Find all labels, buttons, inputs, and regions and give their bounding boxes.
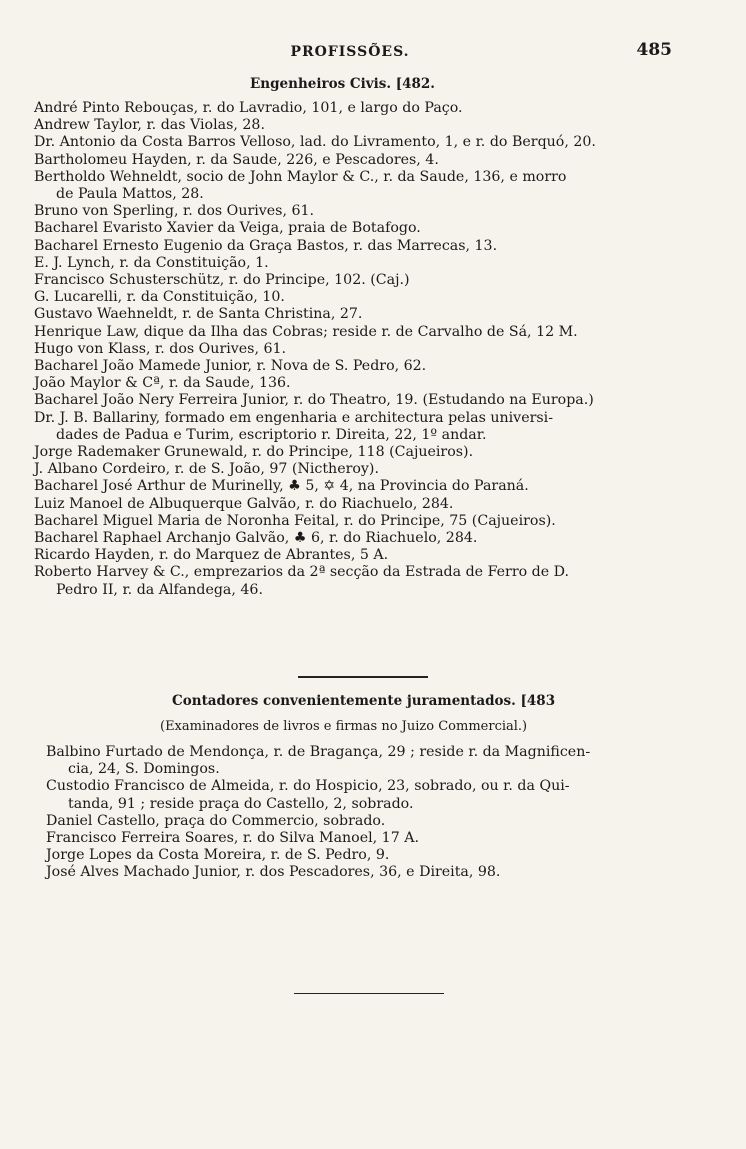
entry-line: Francisco Ferreira Soares, r. do Silva Manoel, 17 A. xyxy=(46,830,419,847)
list-item xyxy=(34,478,674,495)
entry-line: Dr. Antonio da Costa Barros Velloso, lad. do Livramento, 1, e r. do Berquó, 20. xyxy=(34,134,596,151)
entry-line: Balbino Furtado de Mendonça, r. de Bragança, 29 ; reside r. da Magnificen- xyxy=(46,744,591,760)
list-item xyxy=(34,461,674,478)
entry-line: Bartholomeu Hayden, r. da Saude, 226, e Pescadores, 4. xyxy=(34,151,439,168)
list-item xyxy=(34,100,674,117)
entry-line: Ricardo Hayden, r. do Marquez de Abrantes, 5 A. xyxy=(34,547,389,564)
list-item xyxy=(34,513,674,530)
list-item xyxy=(34,238,674,255)
list-item xyxy=(34,203,674,220)
list-item xyxy=(34,496,674,513)
list-item xyxy=(34,255,674,272)
entry-line: Bacharel João Nery Ferreira Junior, r. do Theatro, 19. (Estudando na Europa.) xyxy=(34,392,594,409)
entry-line: Bruno von Sperling, r. dos Ourives, 61. xyxy=(34,203,315,220)
list-item xyxy=(34,169,674,203)
section-title-contadores: Contadores convenientemente juramentados. [483 xyxy=(172,693,556,709)
entry-line: Gustavo Waehneldt, r. de Santa Christina, 27. xyxy=(34,306,363,323)
list-item xyxy=(34,564,674,598)
list-item xyxy=(34,341,674,358)
entry-line: Luiz Manoel de Albuquerque Galvão, r. do Riachuelo, 284. xyxy=(34,495,454,512)
list-item xyxy=(34,547,674,564)
entry-line: G. Lucarelli, r. da Constituição, 10. xyxy=(34,289,285,306)
list-item xyxy=(34,530,674,547)
list-item xyxy=(46,864,686,881)
entry-continuation: dades de Padua e Turim, escriptorio r. Direita, 22, 1º andar. xyxy=(56,426,487,443)
list-item xyxy=(34,358,674,375)
entry-line: Bacharel José Arthur de Murinelly, ♣ 5, ✡ 4, na Provincia do Paraná. xyxy=(34,478,529,495)
section-subtitle: (Examinadores de livros e firmas no Juizo Commercial.) xyxy=(160,719,528,734)
entry-line: Bacharel Evaristo Xavier da Veiga, praia de Botafogo. xyxy=(34,220,421,237)
entry-line: J. Albano Cordeiro, r. de S. João, 97 (Nictheroy). xyxy=(34,461,379,478)
list-item xyxy=(34,272,674,289)
section-divider xyxy=(298,676,428,678)
list-item xyxy=(34,375,674,392)
entry-continuation: Pedro II, r. da Alfandega, 46. xyxy=(56,581,263,598)
list-item xyxy=(34,324,674,341)
list-item xyxy=(34,392,674,409)
entry-continuation: tanda, 91 ; reside praça do Castello, 2, sobrado. xyxy=(68,795,414,812)
list-item xyxy=(34,117,674,134)
end-rule xyxy=(294,993,444,994)
list-item xyxy=(34,220,674,237)
entry-line: Jorge Lopes da Costa Moreira, r. de S. Pedro, 9. xyxy=(46,847,390,864)
list-item xyxy=(34,306,674,323)
entry-continuation: de Paula Mattos, 28. xyxy=(56,186,204,203)
entry-line: Hugo von Klass, r. dos Ourives, 61. xyxy=(34,340,287,357)
list-item xyxy=(34,152,674,169)
list-item xyxy=(46,778,686,812)
entry-line: Custodio Francisco de Almeida, r. do Hospicio, 23, sobrado, ou r. da Qui- xyxy=(46,778,570,795)
entry-line: José Alves Machado Junior, r. dos Pescadores, 36, e Direita, 98. xyxy=(46,864,501,881)
list-item xyxy=(34,444,674,461)
section-title-engenheiros: Engenheiros Civis. [482. xyxy=(250,76,436,92)
entry-line: João Maylor & Cª, r. da Saude, 136. xyxy=(34,375,291,392)
entry-line: E. J. Lynch, r. da Constituição, 1. xyxy=(34,254,269,271)
entry-line: Bacharel Miguel Maria de Noronha Feital, r. do Principe, 75 (Cajueiros). xyxy=(34,512,556,529)
list-item xyxy=(46,847,686,864)
entry-line: Bacharel João Mamede Junior, r. Nova de S. Pedro, 62. xyxy=(34,358,427,375)
list-item xyxy=(34,289,674,306)
engenheiros-list xyxy=(34,100,674,599)
entry-line: Francisco Schusterschütz, r. do Principe, 102. (Caj.) xyxy=(34,272,410,289)
entry-line: Henrique Law, dique da Ilha das Cobras; reside r. de Carvalho de Sá, 12 M. xyxy=(34,323,578,340)
entry-line: Bacharel Ernesto Eugenio da Graça Bastos, r. das Marrecas, 13. xyxy=(34,237,498,254)
list-item xyxy=(34,410,674,444)
list-item xyxy=(46,830,686,847)
entry-continuation: cia, 24, S. Domingos. xyxy=(68,761,220,778)
entry-line: Bertholdo Wehneldt, socio de John Maylor & C., r. da Saude, 136, e morro xyxy=(34,168,567,185)
running-head: PROFISSÕES. xyxy=(290,44,410,60)
list-item xyxy=(34,134,674,151)
contadores-list xyxy=(46,744,686,882)
entry-line: Jorge Rademaker Grunewald, r. do Principe, 118 (Cajueiros). xyxy=(34,444,474,461)
entry-line: Bacharel Raphael Archanjo Galvão, ♣ 6, r. do Riachuelo, 284. xyxy=(34,530,478,547)
entry-line: Roberto Harvey & C., emprezarios da 2ª secção da Estrada de Ferro de D. xyxy=(34,564,570,581)
list-item xyxy=(46,813,686,830)
entry-line: Andrew Taylor, r. das Violas, 28. xyxy=(34,117,265,134)
page-number: 485 xyxy=(636,40,672,60)
entry-line: Dr. J. B. Ballariny, formado em engenharia e architectura pelas universi- xyxy=(34,409,553,426)
entry-line: André Pinto Rebouças, r. do Lavradio, 101, e largo do Paço. xyxy=(34,100,463,116)
list-item xyxy=(46,744,686,778)
entry-line: Daniel Castello, praça do Commercio, sobrado. xyxy=(46,812,386,829)
